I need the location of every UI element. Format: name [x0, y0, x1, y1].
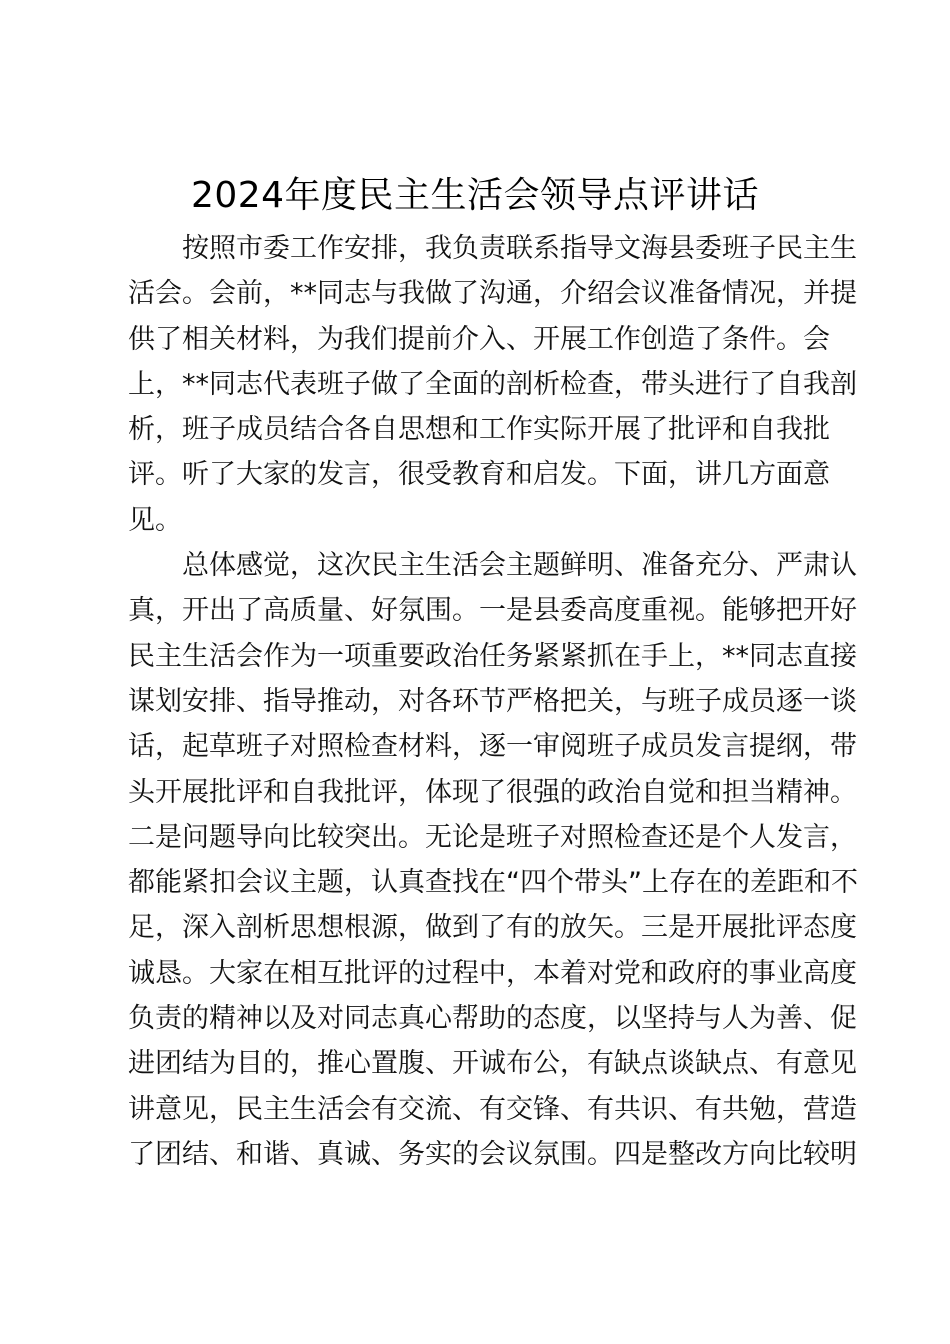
text-line: 按照市委工作安排，我负责联系指导文海县委班子民主生 — [182, 233, 857, 264]
text-line: 评。听了大家的发言，很受教育和启发。下面，讲几方面意 — [128, 459, 830, 491]
text-line: 上，**同志代表班子做了全面的剖析检查，带头进行了自我剖 — [128, 368, 857, 400]
text-line: 供了相关材料，为我们提前介入、开展工作创造了条件。会 — [128, 323, 830, 355]
text-line: 活会。会前，**同志与我做了沟通，介绍会议准备情况，并提 — [128, 278, 857, 310]
text-line: 进团结为目的，推心置腹、开诚布公，有缺点谈缺点、有意见 — [128, 1048, 857, 1080]
text-line: 谋划安排、指导推动，对各环节严格把关，与班子成员逐一谈 — [128, 685, 857, 717]
text-line: 二是问题导向比较突出。无论是班子对照检查还是个人发言， — [128, 821, 857, 853]
text-line: 诚恳。大家在相互批评的过程中，本着对党和政府的事业高度 — [128, 957, 857, 989]
text-line: 真，开出了高质量、好氛围。一是县委高度重视。能够把开好 — [128, 595, 857, 627]
text-line: 见。 — [128, 504, 182, 536]
text-line: 话，起草班子对照检查材料，逐一审阅班子成员发言提纲，带 — [128, 731, 857, 763]
text-line: 讲意见，民主生活会有交流、有交锋、有共识、有共勉，营造 — [128, 1093, 857, 1125]
text-line: 总体感觉，这次民主生活会主题鲜明、准备充分、严肃认 — [182, 550, 857, 582]
text-line: 都能紧扣会议主题，认真查找在“四个带头”上存在的差距和不 — [128, 867, 858, 899]
text-line: 足，深入剖析思想根源，做到了有的放矢。三是开展批评态度 — [128, 912, 857, 944]
text-line: 析，班子成员结合各自思想和工作实际开展了批评和自我批 — [128, 414, 830, 446]
document-title: 2024年度民主生活会领导点评讲话 — [190, 175, 760, 216]
text-line: 民主生活会作为一项重要政治任务紧紧抓在手上，**同志直接 — [128, 640, 857, 672]
document-body — [128, 226, 858, 1177]
text-line: 了团结、和谐、真诚、务实的会议氛围。四是整改方向比较明 — [128, 1138, 857, 1170]
text-line: 负责的精神以及对同志真心帮助的态度，以坚持与人为善、促 — [128, 1003, 857, 1035]
text-line: 头开展批评和自我批评，体现了很强的政治自觉和担当精神。 — [128, 776, 857, 808]
